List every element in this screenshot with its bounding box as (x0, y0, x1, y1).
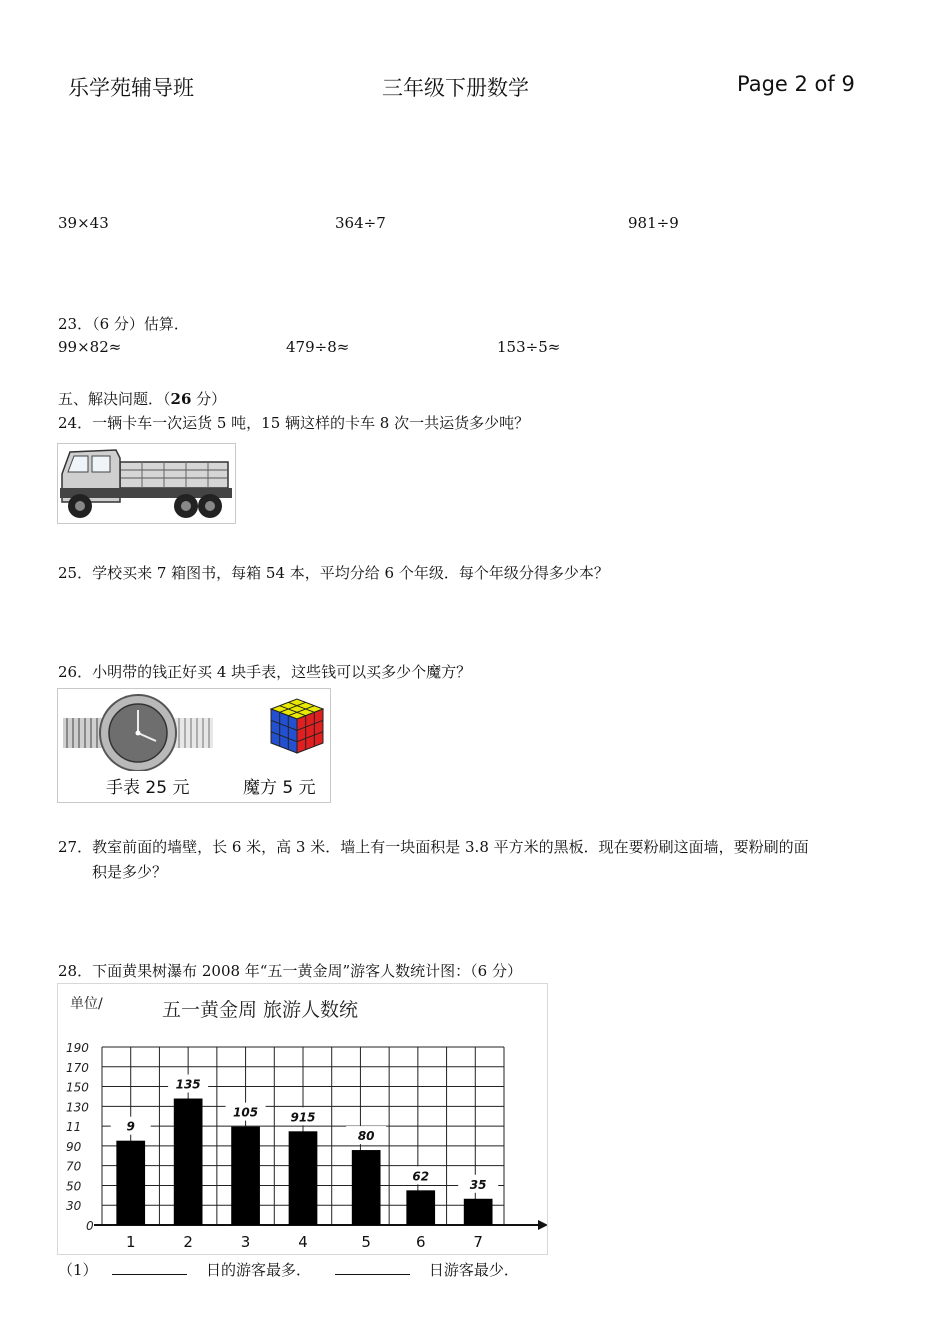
chart-y-tick-label: 130 (66, 1100, 89, 1115)
chart-title: 五一黄金周 旅游人数统 (162, 999, 359, 1021)
truck-icon (58, 444, 235, 523)
chart-y-tick-label: 190 (66, 1041, 89, 1055)
q24-text: 24．一辆卡车一次运货 5 吨，15 辆这样的卡车 8 次一共运货多少吨？ (58, 414, 530, 432)
chart-x-tick-label: 5 (361, 1233, 371, 1251)
most-tourists-day-blank[interactable] (112, 1260, 187, 1275)
chart-bar (406, 1190, 435, 1225)
q28-sub1-least-text: 日游客最少． (428, 1261, 519, 1279)
chart-y-ticks (66, 1041, 94, 1233)
section5-points: 26 (170, 390, 192, 408)
calc-item-2: 364÷7 (335, 214, 386, 232)
q23-item-2: 479÷8≈ (286, 338, 350, 356)
chart-y-tick-label: 0 (86, 1219, 94, 1233)
chart-data-label: 915 (290, 1110, 316, 1125)
q26-image (57, 688, 331, 803)
truck-image (57, 443, 236, 524)
chart-bar (231, 1127, 260, 1225)
q28-sub1-most-text: 日的游客最多． (205, 1261, 311, 1279)
tourist-chart-figure (57, 983, 548, 1255)
q26-text: 26．小明带的钱正好买 4 块手表，这些钱可以买多少个魔方？ (58, 663, 472, 681)
chart-x-ticks (126, 1233, 483, 1251)
chart-y-tick-label: 90 (66, 1139, 82, 1154)
chart-bar (352, 1150, 381, 1225)
chart-data-label: 9 (126, 1119, 135, 1134)
chart-y-tick-label: 70 (66, 1159, 82, 1174)
q28-sub1 (58, 1259, 519, 1280)
q27-text-line1: 27．教室前面的墙壁，长 6 米，高 3 米．墙上有一块面积是 3.8 平方米的黑板．现在要粉刷这面墙，要粉刷的面 (58, 838, 809, 856)
section5-suffix: 分） (191, 390, 227, 408)
chart-x-axis-arrow (538, 1220, 547, 1230)
chart-data-label: 35 (469, 1177, 487, 1192)
header-page-number: Page 2 of 9 (737, 72, 855, 96)
chart-data-label: 135 (175, 1077, 201, 1092)
q28-text: 28．下面黄果树瀑布 2008 年“五一黄金周”游客人数统计图：（6 分） (58, 962, 522, 980)
section5-prefix: 五、解决问题．（ (58, 390, 171, 408)
chart-y-tick-label: 150 (66, 1080, 89, 1095)
q23-item-3: 153÷5≈ (497, 338, 561, 356)
chart-bar (289, 1131, 318, 1225)
calc-item-1: 39×43 (58, 214, 109, 232)
chart-unit-label: 单位/ (70, 996, 103, 1012)
chart-x-tick-label: 2 (183, 1233, 193, 1251)
chart-x-tick-label: 3 (240, 1233, 251, 1251)
chart-x-tick-label: 1 (125, 1233, 136, 1251)
chart-y-tick-label: 170 (66, 1060, 89, 1075)
cube-price-label: 魔方 5 元 (243, 778, 316, 798)
chart-y-tick-label: 30 (66, 1199, 82, 1214)
q23-title: 23．（6 分）估算． (58, 315, 189, 333)
chart-bar (174, 1099, 203, 1225)
tourist-bar-chart (58, 984, 547, 1254)
rubiks-cube-icon (267, 695, 325, 755)
q25-text: 25．学校买来 7 箱图书，每箱 54 本，平均分给 6 个年级．每个年级分得多少本？ (58, 564, 609, 582)
chart-data-label: 62 (412, 1169, 430, 1184)
chart-x-tick-label: 6 (415, 1233, 426, 1251)
chart-y-tick-label: 50 (66, 1179, 82, 1194)
chart-data-label: 80 (357, 1129, 375, 1144)
calc-item-3: 981÷9 (628, 214, 679, 232)
chart-x-tick-label: 4 (298, 1233, 308, 1251)
chart-bar (116, 1141, 145, 1225)
header-course-title: 三年级下册数学 (382, 76, 529, 100)
chart-bar (464, 1199, 493, 1225)
watch-price-label: 手表 25 元 (106, 778, 190, 798)
least-tourists-day-blank[interactable] (335, 1260, 410, 1275)
chart-y-tick-label: 11 (66, 1120, 82, 1135)
q28-sub1-number: （1） (58, 1261, 98, 1279)
q27-text-line2: 积是多少？ (92, 863, 168, 881)
header-school-name: 乐学苑辅导班 (68, 76, 194, 100)
q23-item-1: 99×82≈ (58, 338, 122, 356)
chart-x-tick-label: 7 (473, 1233, 483, 1251)
section5-heading (58, 388, 226, 409)
chart-data-label: 105 (233, 1105, 259, 1120)
wristwatch-icon (63, 693, 213, 771)
